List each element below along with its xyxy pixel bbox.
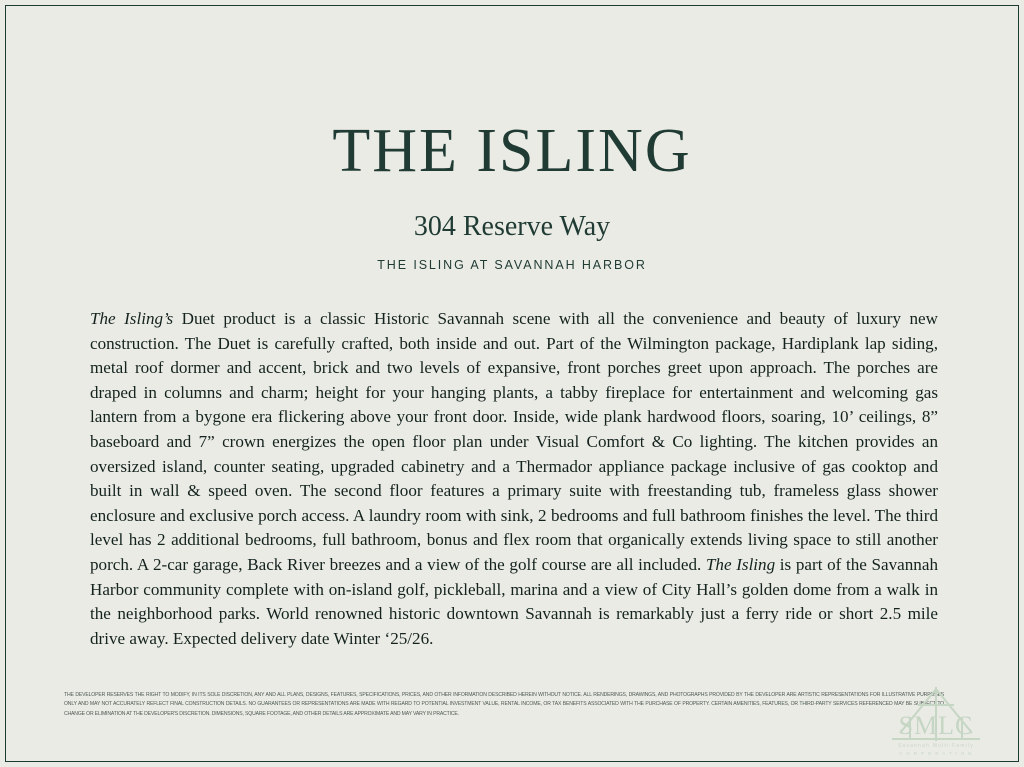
logo-company-line-1: Savannah Multi-Family: [897, 743, 975, 749]
page-title: THE ISLING: [332, 117, 692, 185]
smlc-logo: [866, 683, 1006, 757]
legal-disclaimer: THE DEVELOPER RESERVES THE RIGHT TO MODIFY, IN ITS SOLE DISCRETION, ANY AND ALL PLANS, DESIGNS, FEATURES, SPECIFICATIONS, PRICES, AND OTHER INFORMATION DESCRIBED HEREIN WITHOUT NOTICE. ALL RENDERINGS, DRAWINGS, AND PHOTOGRAPHS PROVIDED BY THE DEVELOPER ARE ARTISTIC REPRESENTATIONS FOR ILLUSTRATIVE PURPOSES ONLY AND MAY NOT ACCURATELY REFLECT FINAL CONSTRUCTION DETAILS. NO GUARANTEES OR REPRESENTATIONS ARE MADE WITH REGARD TO POTENTIAL INVESTMENT VALUE, RENTAL INCOME, OR TAX BENEFITS ASSOCIATED WITH THE PURCHASE OF PROPERTY. CERTAIN AMENITIES, FEATURES, OR THIRD-PARTY SERVICES REFERENCED MAY BE SUBJECT TO CHANGE OR ELIMINATION AT THE DEVELOPER'S DISCRETION. DIMENSIONS, SQUARE FOOTAGE, AND OTHER DETAILS ARE APPROXIMATE AND MAY VARY IN PRACTICE.: [64, 692, 944, 717]
community-name: THE ISLING AT SAVANNAH HARBOR: [377, 258, 647, 272]
property-address: 304 Reserve Way: [413, 211, 611, 242]
description-paragraph: The Isling’s Duet product is a classic Historic Savannah scene with all the convenience and beauty of luxury new construction. The Duet is carefully crafted, both inside and out. Part of the Wilmington package, Hardiplank lap siding, metal roof dormer and accent, brick and two levels of expansive, front porches greet upon approach. The porches are draped in columns and charm; height for your hanging plants, a tabby fireplace for entertainment and welcoming gas lantern from a bygone era flickering above your front door. Inside, wide plank hardwood floors, soaring, 10’ ceilings, 8” baseboard and 7” crown energizes the open floor plan under Visual Comfort & Co lighting. The kitchen provides an oversized island, counter seating, upgraded cabinetry and a Thermador appliance package inclusive of gas cooktop and built in wall & speed oven. The second floor features a primary suite with freestanding tub, frameless glass shower enclosure and exclusive porch access. A laundry room with sink, 2 bedrooms and full bathroom finishes the level. The third level has 2 additional bedrooms, full bathroom, bonus and flex room that organically extends living space to still another porch. A 2-car garage, Back River breezes and a view of the golf course are all included. The Isling is part of the Savannah Harbor community complete with on-island golf, pickleball, marina and a view of City Hall’s golden dome from a walk in the neighborhood parks. World renowned historic downtown Savannah is remarkably just a ferry ride or short 2.5 mile drive away. Expected delivery date Winter ‘25/26.: [90, 309, 938, 648]
logo-company-line-2: C O R P O R A T I O N: [899, 751, 973, 756]
logo-monogram: SMLC: [898, 711, 974, 740]
